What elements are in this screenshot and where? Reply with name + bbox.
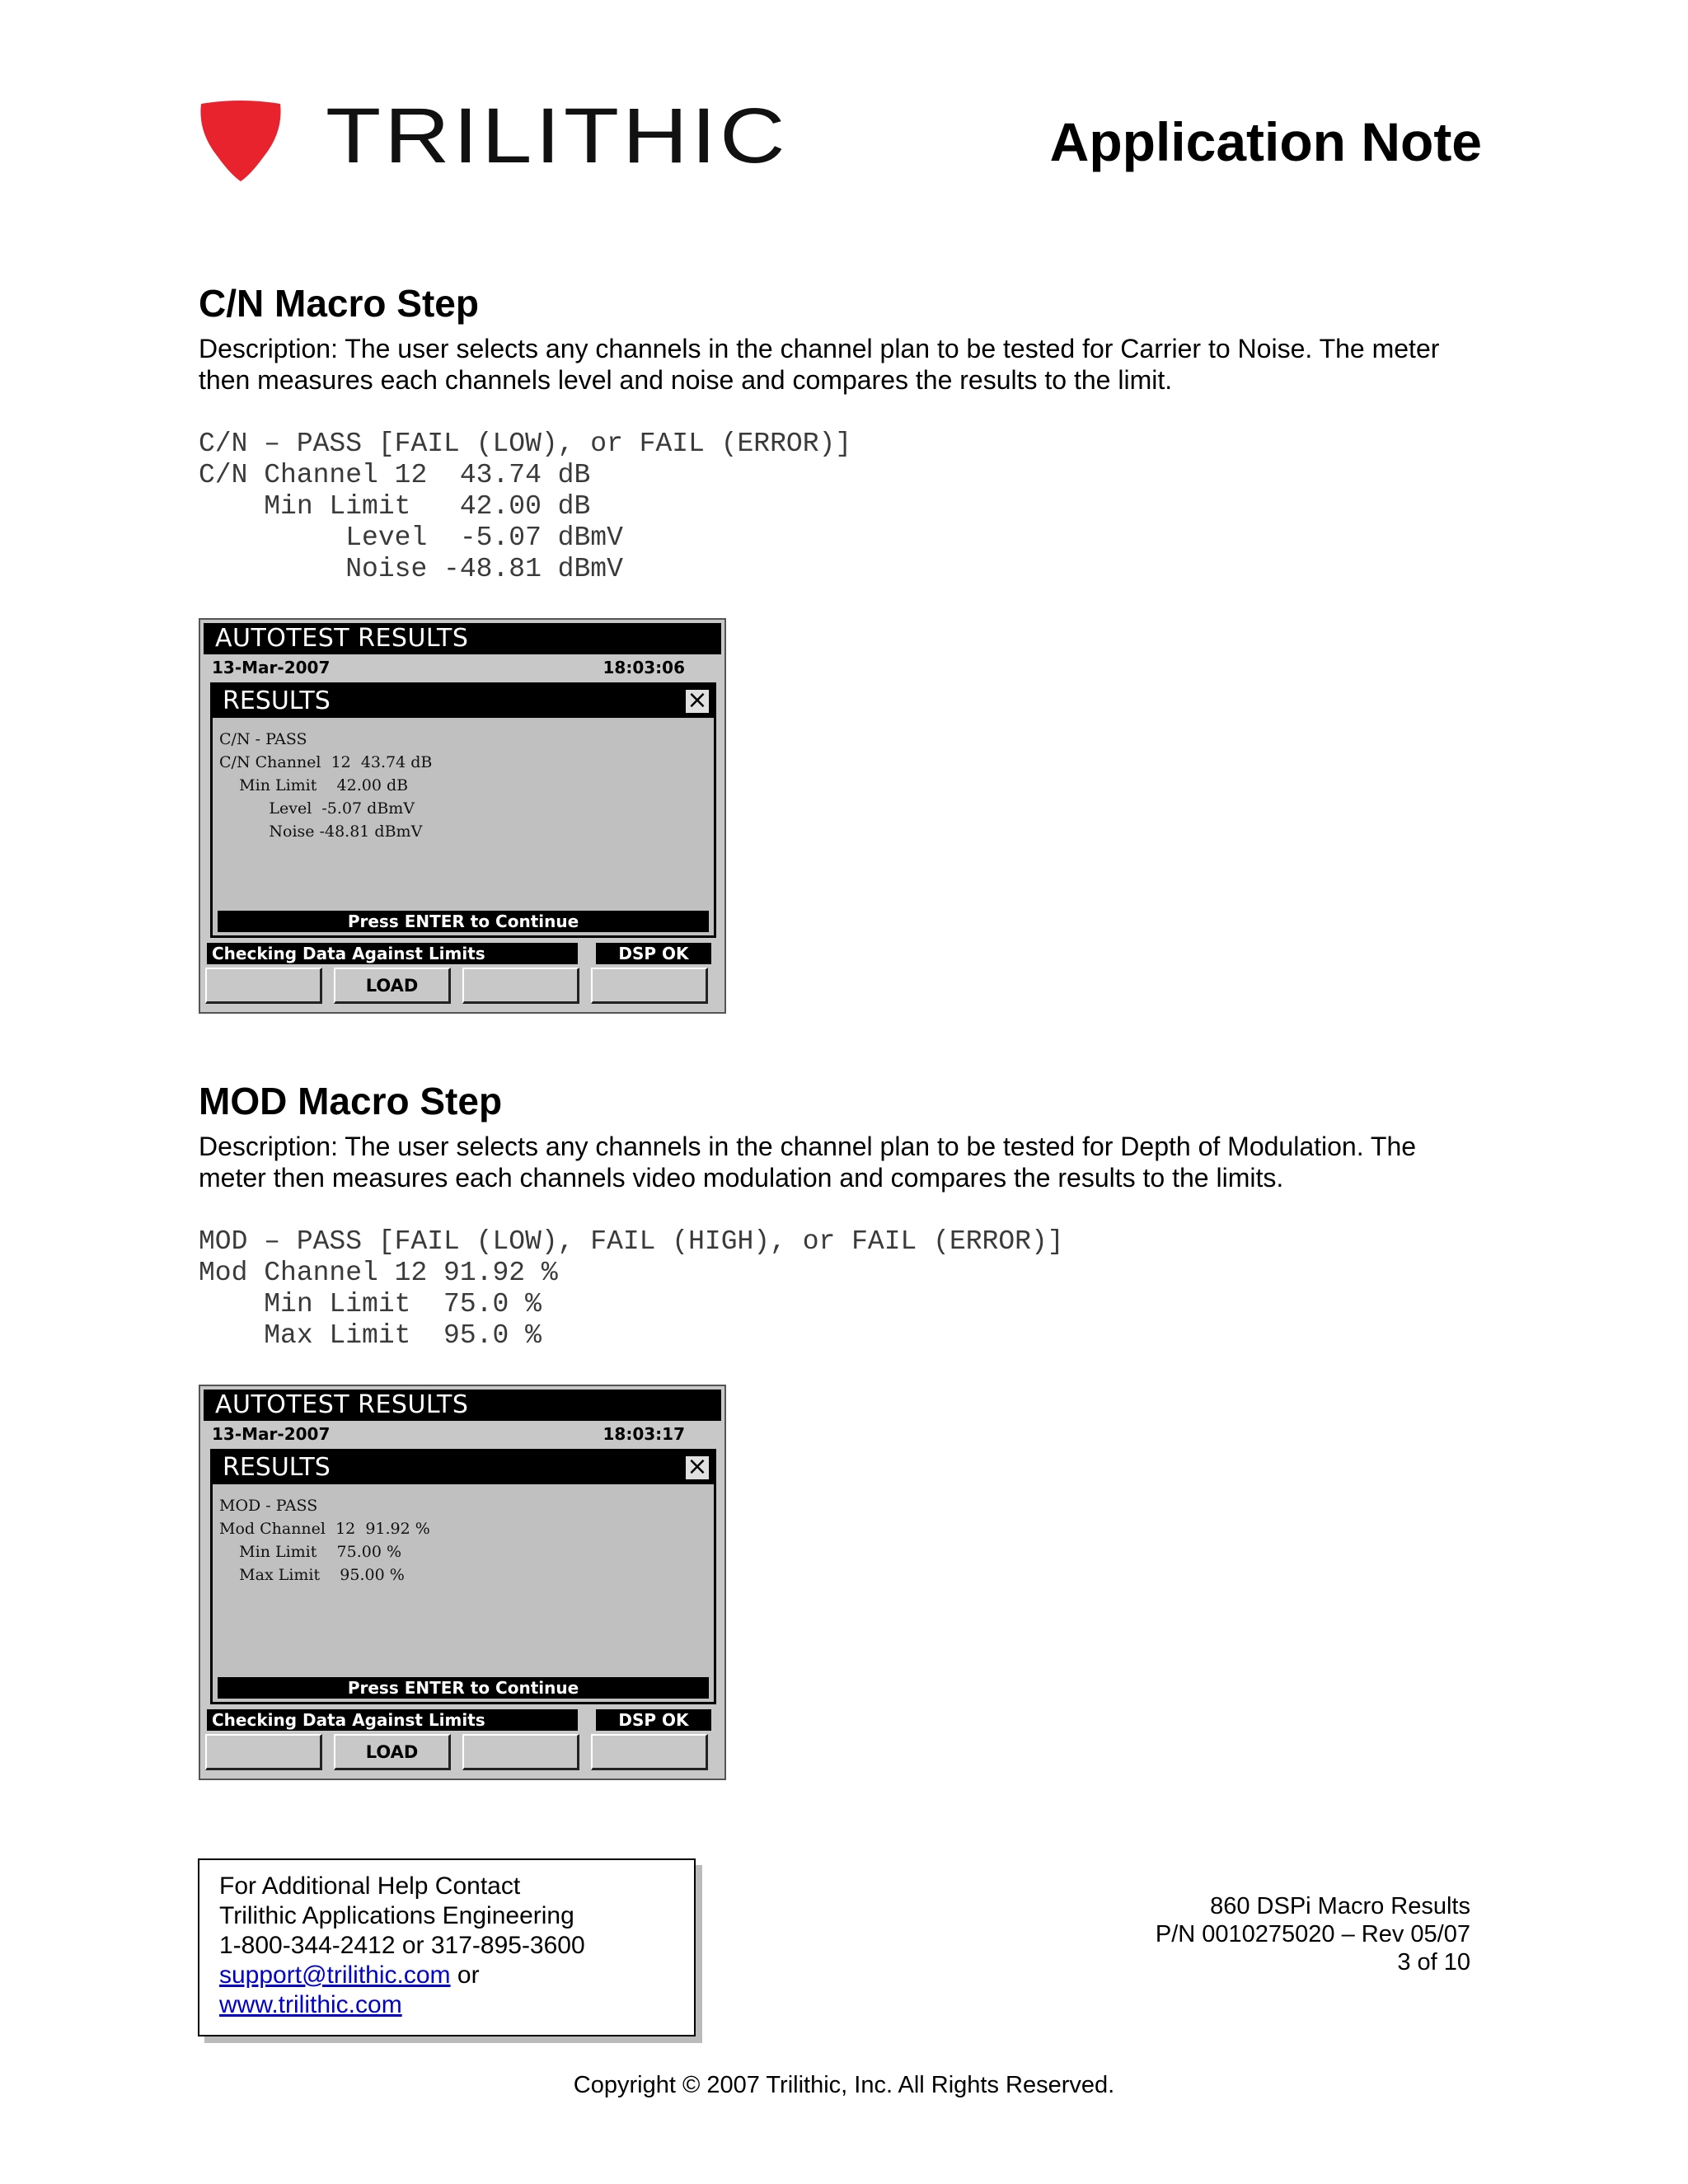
results-line: C/N Channel 12 43.74 dB: [219, 753, 433, 771]
part-number: P/N 0010275020 – Rev 05/07: [1155, 1921, 1470, 1947]
mod-code-block: [199, 1226, 1064, 1352]
results-line: Noise -48.81 dBmV: [219, 823, 423, 841]
results-title: RESULTS: [213, 1451, 714, 1484]
softkey-4[interactable]: [591, 968, 708, 1004]
code-line: Min Limit 42.00 dB: [199, 491, 591, 522]
contact-box: [198, 1858, 696, 2036]
enter-prompt: Press ENTER to Continue: [218, 911, 709, 932]
document-info: [1156, 1892, 1470, 1976]
dsp-status: DSP OK: [596, 1709, 711, 1731]
or-text: or: [450, 1961, 480, 1989]
mod-section-description: Description: The user selects any channels in the channel plan to be tested for Depth of Modulation. The meter then measures each channels video modulation and compares the results to the limits.: [199, 1132, 1417, 1193]
load-softkey[interactable]: LOAD: [334, 1734, 451, 1770]
status-message: Checking Data Against Limits: [207, 1709, 578, 1731]
cn-autotest-screen: [199, 618, 726, 1014]
results-line: Max Limit 95.00 %: [219, 1566, 405, 1584]
contact-line: For Additional Help Contact: [219, 1872, 521, 1900]
screen-title: AUTOTEST RESULTS: [204, 623, 721, 654]
status-message: Checking Data Against Limits: [207, 943, 578, 964]
code-line: MOD – PASS [FAIL (LOW), FAIL (HIGH), or FAIL (ERROR)]: [199, 1226, 1064, 1257]
results-window: [210, 1449, 716, 1704]
results-line: C/N - PASS: [219, 730, 307, 748]
copyright-notice: Copyright © 2007 Trilithic, Inc. All Rights Reserved.: [573, 2072, 1115, 2098]
website-link[interactable]: www.trilithic.com: [219, 1991, 402, 2018]
code-line: Max Limit 95.0 %: [199, 1320, 542, 1351]
close-icon[interactable]: ×: [684, 1455, 710, 1481]
screen-time: 18:03:06: [603, 658, 685, 677]
softkey-3[interactable]: [462, 968, 579, 1004]
results-line: MOD - PASS: [219, 1497, 318, 1515]
load-softkey[interactable]: LOAD: [334, 968, 451, 1004]
softkey-1[interactable]: [205, 1734, 322, 1770]
results-line: Mod Channel 12 91.92 %: [219, 1520, 430, 1538]
trilithic-logo-icon: [198, 99, 284, 181]
screen-time: 18:03:17: [603, 1424, 685, 1444]
results-line: Level -5.07 dBmV: [219, 799, 415, 818]
document-title: 860 DSPi Macro Results: [1210, 1893, 1470, 1919]
screen-date: 13-Mar-2007: [212, 1424, 331, 1444]
code-line: Min Limit 75.0 %: [199, 1289, 542, 1319]
brand-wordmark: TRILITHIC: [326, 91, 789, 180]
code-line: Noise -48.81 dBmV: [199, 554, 623, 584]
cn-section-heading: C/N Macro Step: [199, 282, 479, 325]
page-number: 3 of 10: [1397, 1949, 1470, 1975]
results-text: [219, 1494, 430, 1586]
date-time-bar: [204, 1422, 721, 1446]
date-time-bar: [204, 656, 721, 679]
enter-prompt: Press ENTER to Continue: [218, 1677, 709, 1699]
results-line: Min Limit 75.00 %: [219, 1543, 402, 1561]
code-line: C/N Channel 12 43.74 dB: [199, 460, 591, 490]
code-line: Level -5.07 dBmV: [199, 523, 623, 553]
support-email-link[interactable]: support@trilithic.com: [219, 1961, 451, 1989]
contact-line: Trilithic Applications Engineering: [219, 1902, 574, 1929]
mod-section-heading: MOD Macro Step: [199, 1080, 503, 1122]
screen-date: 13-Mar-2007: [212, 658, 331, 677]
results-window: [210, 682, 716, 938]
mod-autotest-screen: [199, 1385, 726, 1780]
softkey-1[interactable]: [205, 968, 322, 1004]
close-icon[interactable]: ×: [684, 688, 710, 715]
dsp-status: DSP OK: [596, 943, 711, 964]
cn-code-block: [199, 429, 851, 585]
softkey-4[interactable]: [591, 1734, 708, 1770]
contact-email-line: [219, 1961, 674, 1990]
results-title: RESULTS: [213, 685, 714, 718]
softkey-3[interactable]: [462, 1734, 579, 1770]
code-line: C/N – PASS [FAIL (LOW), or FAIL (ERROR)]: [199, 429, 852, 459]
cn-section-description: Description: The user selects any channels in the channel plan to be tested for Carrier to Noise. The meter then measures each channels level and noise and compares the results to the limit.: [199, 334, 1440, 395]
code-line: Mod Channel 12 91.92 %: [199, 1258, 558, 1288]
results-line: Min Limit 42.00 dB: [219, 776, 409, 794]
screen-title: AUTOTEST RESULTS: [204, 1390, 721, 1421]
document-type-title: Application Note: [1049, 111, 1482, 172]
results-text: [219, 728, 432, 843]
contact-phone: 1-800-344-2412 or 317-895-3600: [219, 1932, 585, 1959]
